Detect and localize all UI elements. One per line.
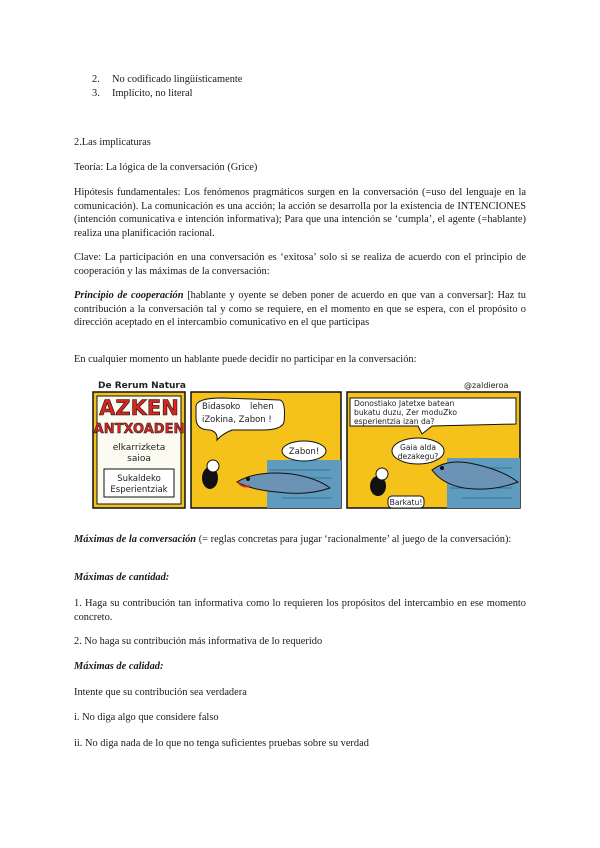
comic-svg [92, 378, 522, 513]
list-item [92, 87, 193, 101]
quality-ii: ii. No diga nada de lo que no tenga suficientes pruebas sobre su verdad [74, 738, 369, 749]
maxims-paragraph [74, 533, 526, 547]
fish-eye [246, 477, 250, 481]
bubble-5-text: Barkatu! [389, 498, 423, 507]
comic-sub-2: saioa [127, 454, 151, 464]
quality-title-text: Máximas de calidad: [74, 661, 164, 672]
comic-strip [92, 378, 522, 513]
man-head-3 [376, 468, 388, 480]
principle-text: [hablante y oyente se deben poner de acuerdo en que van a conversar]: Haz tu contribución a la conversación tal y como se requiere, en el momento en que se espera, con el propósito o dirección aceptado en el intercambio comunicativo en el que participas [74, 290, 526, 329]
quantity-2: 2. No haga su contribución más informativa de lo requerido [74, 636, 323, 647]
principle-paragraph [74, 289, 526, 330]
list-text: No codificado lingüísticamente [112, 74, 243, 85]
comic-sub-1: elkarrizketa [112, 443, 166, 453]
section-title: 2.Las implicaturas [74, 137, 151, 148]
key-paragraph: Clave: La participación en una conversación es ‘exitosa’ solo si se realiza de acuerdo con el principio de cooperación y las máximas de la conversación: [74, 252, 526, 277]
list-number: 3. [92, 88, 100, 99]
bubble-2-text: Zabon! [288, 447, 320, 457]
hypothesis-paragraph: Hipótesis fundamentales: Los fenómenos pragmáticos surgen en la conversación (=uso del lenguaje en la comunicación). La comunicación es una acción; la acción se desarrolla por la existencia de INTENCIONES (intención comunicativa e intención informativa); Para que una intención se ‘cumpla’, el agente (=hablante) realiza una planificación racional. [74, 187, 526, 239]
maxims-label: Máximas de la conversación [74, 534, 197, 545]
comic-title-1: AZKEN [99, 396, 179, 420]
bubble-3-line-1: Donostiako Jatetxe batean [354, 399, 455, 408]
comic-box-1: Sukaldeko [117, 474, 161, 484]
list-item [92, 73, 242, 87]
fish-eye-3 [440, 466, 444, 470]
quality-title [74, 660, 526, 674]
maxims-text: (= reglas concretas para jugar ‘racionalmente’ al juego de la conversación): [196, 534, 512, 545]
any-moment-line: En cualquier momento un hablante puede decidir no participar en la conversación: [74, 354, 417, 365]
bubble-1-line-3: iZokina, Zabon ! [202, 415, 272, 425]
quality-intro: Intente que su contribución sea verdadera [74, 687, 247, 698]
bubble-1-line-1: Bidasoko [202, 402, 241, 412]
theory-line: Teoría: La lógica de la conversación (Grice) [74, 162, 258, 173]
quantity-1: 1. Haga su contribución tan informativa como lo requieren los propósitos del intercambio en ese momento concreto. [74, 598, 526, 623]
comic-box-2: Esperientziak [110, 485, 168, 495]
quality-i: i. No diga algo que considere falso [74, 712, 219, 723]
comic-header: De Rerum Natura [98, 381, 186, 391]
bubble-1-line-2: lehen [250, 402, 274, 412]
list-text: Implícito, no literal [112, 88, 193, 99]
quantity-title-text: Máximas de cantidad: [74, 572, 170, 583]
principle-label: Principio de cooperación [74, 290, 184, 301]
bubble-3-line-2: bukatu duzu, Zer moduZko [354, 408, 458, 417]
man-head [207, 460, 219, 472]
bubble-4-line-2: dezakegu? [397, 452, 439, 461]
comic-title-2: ANTXOADEN [93, 422, 185, 437]
bubble-3-line-3: esperientzia izan da? [354, 417, 435, 426]
comic-signature: @zaldieroa [464, 381, 509, 390]
quantity-title [74, 571, 526, 585]
list-number: 2. [92, 74, 100, 85]
bubble-4-line-1: Gaia alda [400, 443, 436, 452]
